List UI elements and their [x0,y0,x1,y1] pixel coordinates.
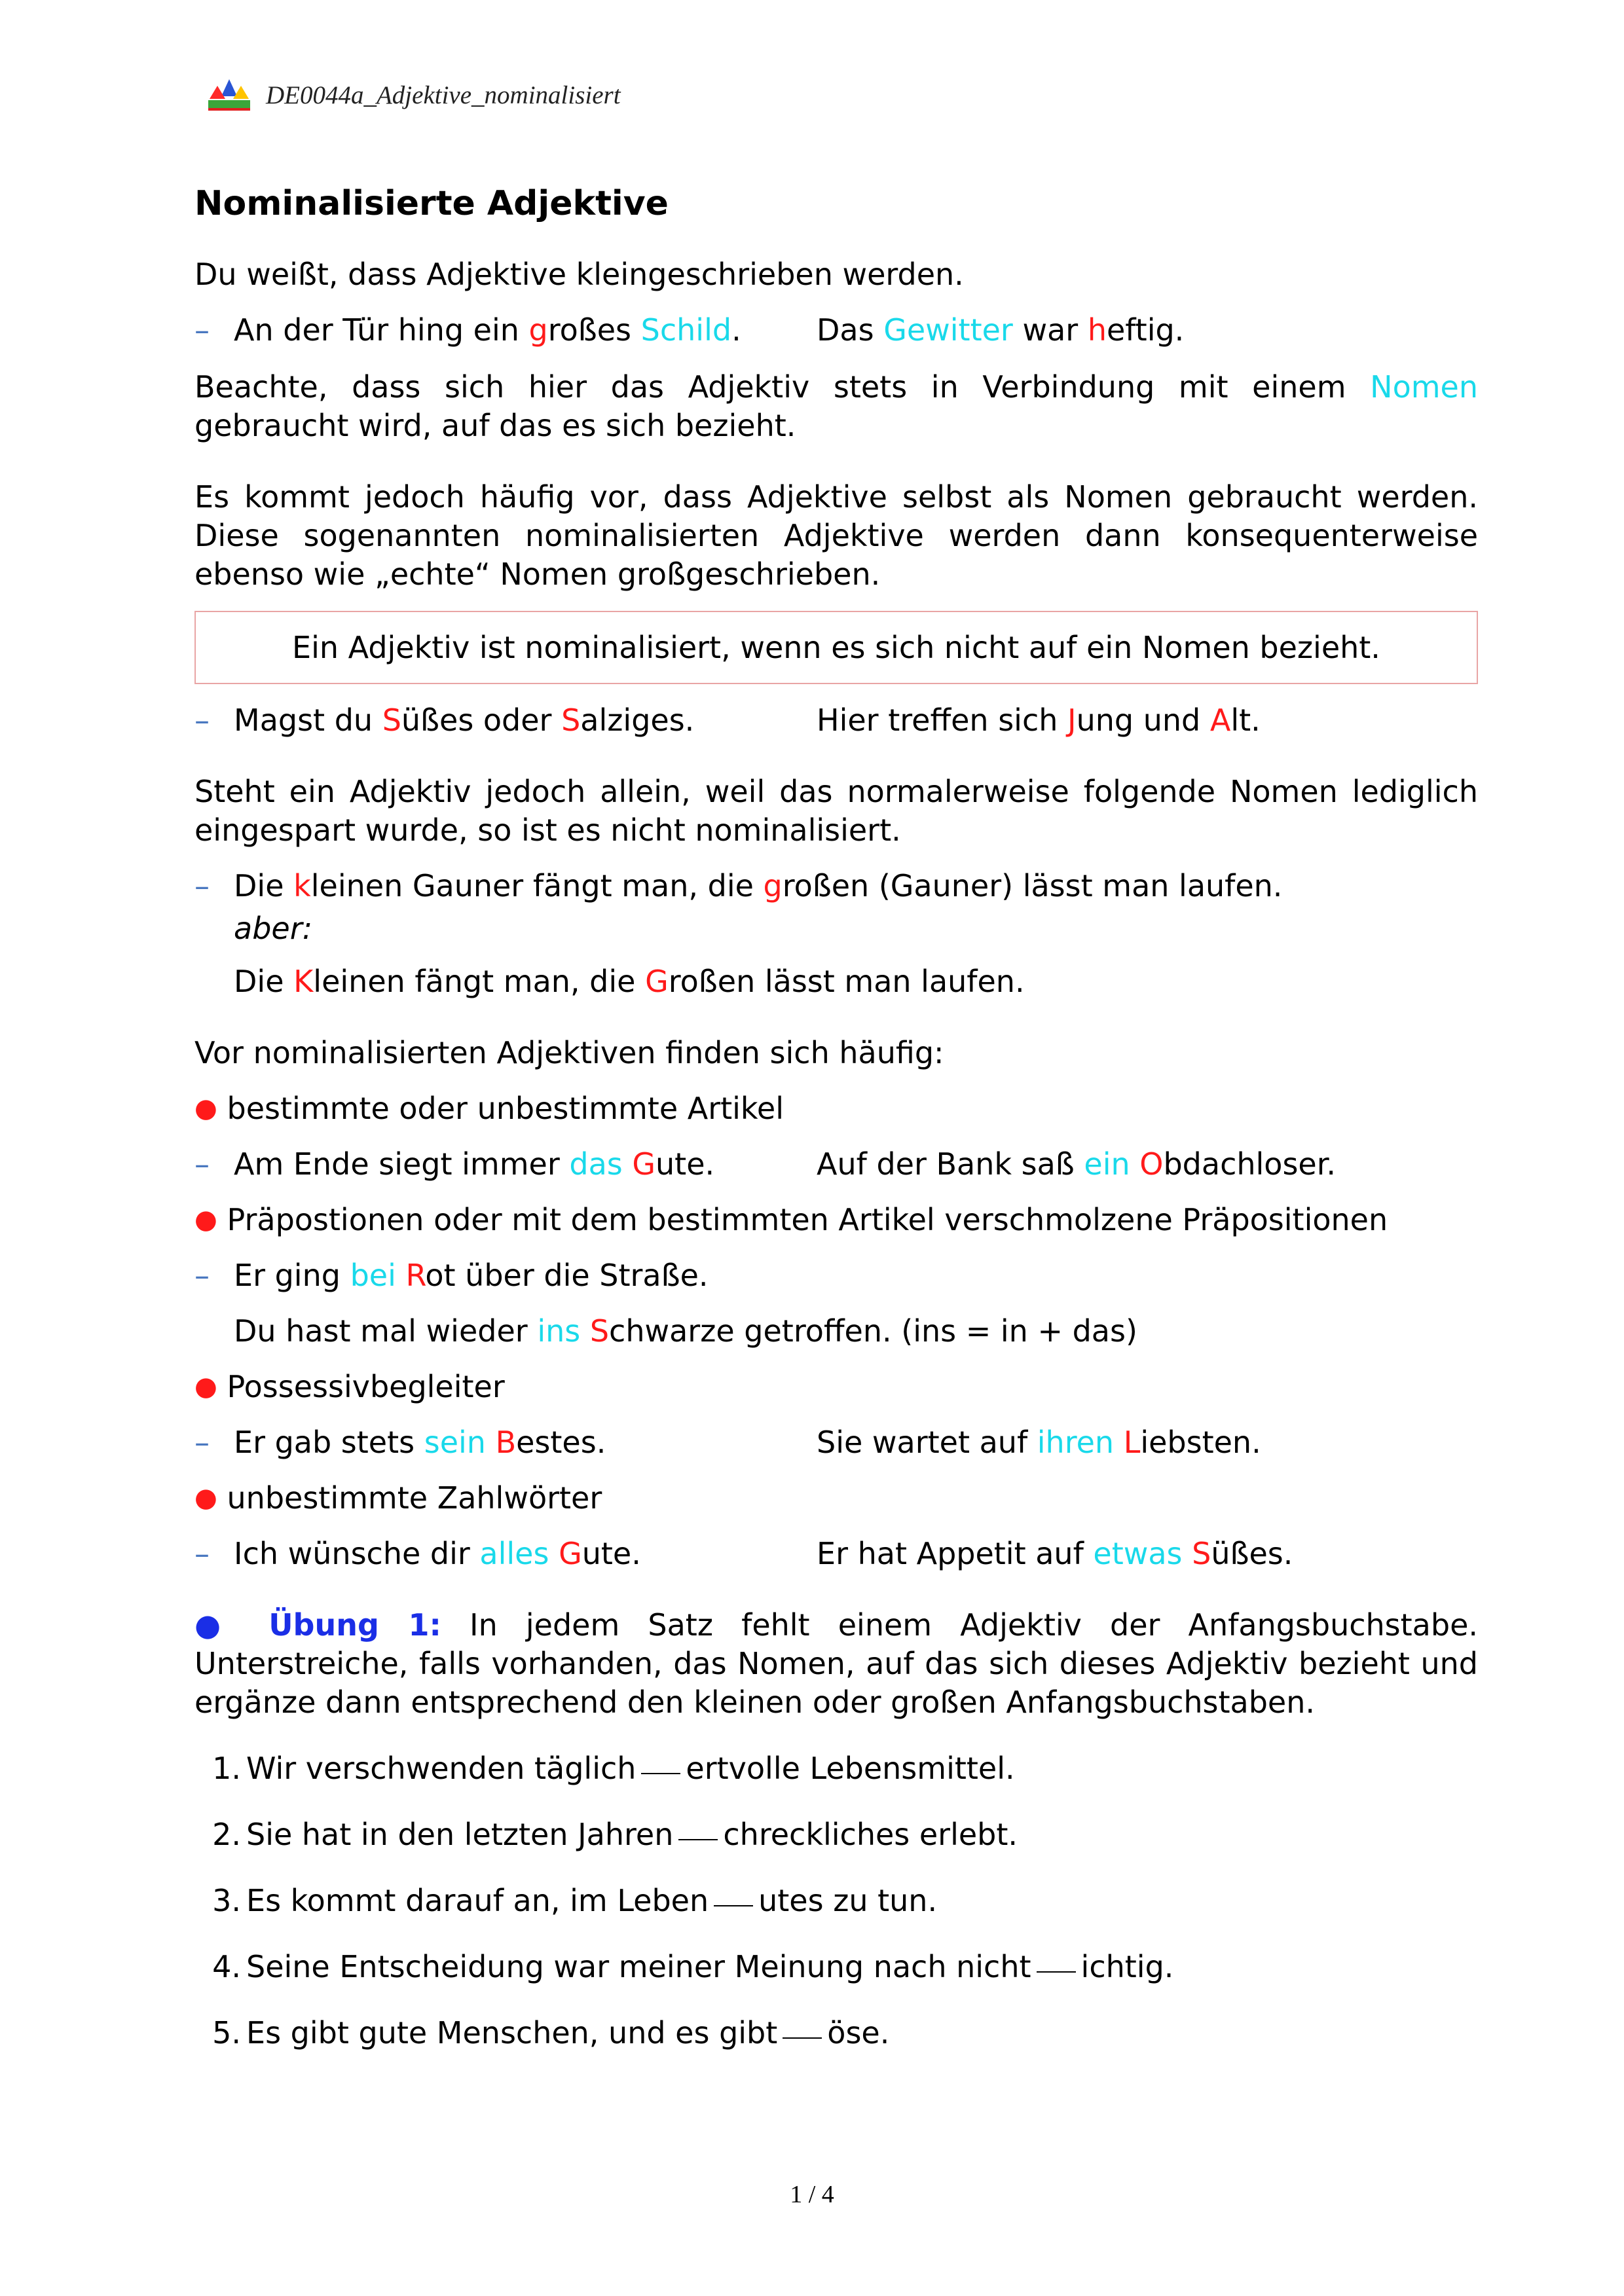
exercise-instructions: ● Übung 1: In jedem Satz fehlt einem Adjektiv der Anfangsbuchstabe. Unterstreiche, falls vorhanden, das Nomen, auf das sich dieses Adjektiv bezieht und ergänze dann entsprechend den kleinen oder großen Anfangsbuchstaben. [194,1607,1478,1720]
document-id: DE0044a_Adjektive_nominalisiert [266,81,621,109]
page-title: Nominalisierte Adjektive [194,184,669,223]
rule-text: Ein Adjektiv ist nominalisiert, wenn es sich nicht auf ein Nomen bezieht. [292,629,1380,665]
bullet-icon: ● [194,1204,217,1235]
example-line-6: – Er gab stets sein Bestes. Sie wartet auf ihren Liebsten. [194,1423,1478,1462]
paragraph-elliptic: Steht ein Adjektiv jedoch allein, weil das normalerweise folgende Nomen lediglich eingespart wurde, so ist es nicht nominalisiert. [194,773,1478,848]
answer-blank[interactable] [714,1882,753,1906]
bullet-articles: ● bestimmte oder unbestimmte Artikel [194,1089,1478,1128]
example-line-3: – Die kleinen Gauner fängt man, die großen (Gauner) lässt man laufen. [194,867,1478,905]
exercise-item: 4. Seine Entscheidung war meiner Meinung nach nicht ichtig. [212,1948,1174,1984]
exercise-item: 5. Es gibt gute Menschen, und es gibt öse. [212,2014,890,2050]
exercise-item: 1. Wir verschwenden täglich ertvolle Lebensmittel. [212,1750,1015,1786]
bullet-numerals: ● unbestimmte Zahlwörter [194,1479,1478,1518]
bullet-prepositions: ● Präpostionen oder mit dem bestimmten Artikel verschmolzene Präpositionen [194,1201,1478,1239]
dash-marker: – [194,1424,210,1460]
example-line-3b: Die Kleinen fängt man, die Großen lässt man laufen. [234,963,1025,999]
paragraph-nominalized: Es kommt jedoch häufig vor, dass Adjektive selbst als Nomen gebraucht werden. Diese sogenannten nominalisierten Adjektive werden dann konsequenterweise ebenso wie „echte“ Nomen großgeschrieben. [194,479,1478,592]
worksheet-content [194,185,1478,2052]
example-line-4: – Am Ende siegt immer das Gute. Auf der Bank saß ein Obdachloser. [194,1145,1478,1184]
dash-marker: – [194,1535,210,1571]
example-line-5: – Er ging bei Rot über die Straße. [194,1256,1478,1295]
page-header [203,75,621,115]
exercise-label: ● Übung 1: [194,1607,441,1643]
paragraph-list-intro: Vor nominalisierten Adjektiven finden sich häufig: [194,1034,944,1070]
dash-marker: – [194,867,210,903]
answer-blank[interactable] [678,1815,718,1840]
bullet-possessive: ● Possessivbegleiter [194,1368,1478,1406]
exercise-list [194,1749,1478,2052]
example-line-5b: Du hast mal wieder ins Schwarze getroffen. (ins = in + das) [234,1313,1137,1349]
page-number: 1 / 4 [790,2181,834,2208]
intro-text: Du weißt, dass Adjektive kleingeschrieben werden. [194,256,964,292]
bullet-icon: ● [194,1093,217,1123]
dash-marker: – [194,702,210,738]
answer-blank[interactable] [1037,1948,1076,1973]
publisher-logo-icon [203,77,255,113]
example-line-7: – Ich wünsche dir alles Gute. Er hat Appetit auf etwas Süßes. [194,1535,1478,1573]
dash-marker: – [194,1257,210,1293]
example-line-2: – Magst du Süßes oder Salziges. Hier treffen sich Jung und Alt. [194,701,1478,740]
exercise-item: 2. Sie hat in den letzten Jahren chreckliches erlebt. [212,1816,1018,1852]
dash-marker: – [194,1146,210,1182]
bullet-icon: ● [194,1371,217,1402]
note-paragraph: Beachte, dass sich hier das Adjektiv stets in Verbindung mit einem Nomen gebraucht wird, auf das es sich bezieht. [194,369,1478,443]
answer-blank[interactable] [783,2014,822,2039]
rule-box [194,611,1478,684]
bullet-icon: ● [194,1482,217,1513]
answer-blank[interactable] [641,1749,680,1774]
aber-label: aber: [234,910,313,946]
example-line-1: – An der Tür hing ein großes Schild. Das Gewitter war heftig. [194,311,1478,350]
exercise-item: 3. Es kommt darauf an, im Leben utes zu tun. [212,1882,938,1918]
dash-marker: – [194,312,210,348]
